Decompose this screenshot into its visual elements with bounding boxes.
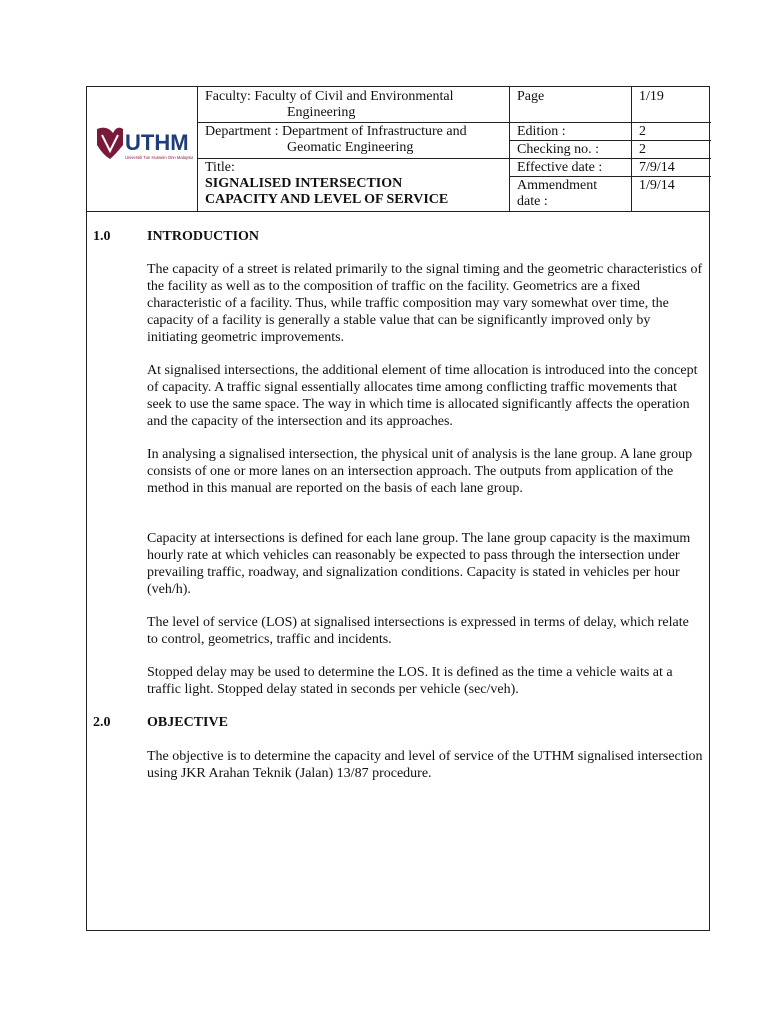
- title-line1: SIGNALISED INTERSECTION: [205, 176, 403, 191]
- amendment-label: [509, 176, 631, 212]
- paragraph: The objective is to determine the capacity and level of service of the UTHM signalised intersection using JKR Arahan Teknik (Jalan) 13/87 procedure.: [147, 749, 703, 781]
- logo-cell: [87, 87, 198, 211]
- uthm-logo: [93, 123, 193, 167]
- amendment-label-line1: Ammendment: [517, 178, 598, 193]
- department-cell: [197, 122, 509, 158]
- logo-tagline: Universiti Tun Hussein Onn Malaysia: [125, 155, 193, 160]
- checking-label: Checking no. :: [517, 142, 600, 157]
- paragraph: In analysing a signalised intersection, the physical unit of analysis is the lane group. A lane group consists of one or more lanes on an intersection approach. The outputs from application of the method in this manual are reported on the basis of each lane group.: [147, 447, 693, 496]
- edition-label: Edition :: [517, 124, 566, 139]
- title-label: Title:: [205, 160, 235, 175]
- paragraph: The level of service (LOS) at signalised intersections is expressed in terms of delay, which relate to control, geometrics, traffic and incidents.: [147, 615, 689, 647]
- faculty-cell: [197, 87, 509, 122]
- faculty-line2: Engineering: [287, 105, 356, 120]
- section-title: OBJECTIVE: [147, 715, 228, 730]
- faculty-line1: Faculty: Faculty of Civil and Environmental: [205, 89, 454, 104]
- amendment-label-line2: date :: [517, 194, 548, 209]
- section-title: INTRODUCTION: [147, 229, 260, 244]
- title-line2: CAPACITY AND LEVEL OF SERVICE: [205, 192, 449, 207]
- title-cell: [197, 158, 509, 211]
- amendment-value: 1/9/14: [639, 178, 675, 193]
- paragraph: The capacity of a street is related primarily to the signal timing and the geometric characteristics of the facility as well as to the composition of traffic on the facility. Geometrics are a fixed characteristic of a facility. Thus, while traffic composition may vary somewhat over time, the capacity of a facility is generally a stable value that can be significantly improved only by initiating geometric improvements.: [147, 262, 703, 345]
- document-header: [87, 87, 709, 212]
- effective-value: 7/9/14: [639, 160, 675, 175]
- section-number: 2.0: [93, 715, 111, 730]
- page-value: 1/19: [639, 89, 664, 104]
- section-number: 1.0: [93, 229, 111, 244]
- page-label: Page: [517, 89, 545, 104]
- department-line2: Geomatic Engineering: [287, 140, 414, 155]
- checking-value: 2: [639, 142, 646, 157]
- paragraph: Stopped delay may be used to determine the LOS. It is defined as the time a vehicle waits at a traffic light. Stopped delay stated in seconds per vehicle (sec/veh).: [147, 665, 673, 697]
- paragraph: At signalised intersections, the additional element of time allocation is introduced into the concept of capacity. A traffic signal essentially allocates time among conflicting traffic movements that seek to use the same space. The way in which time is allocated significantly affects the operation and the capacity of the intersection and its approaches.: [147, 363, 698, 429]
- logo-wordmark: UTHM: [125, 130, 189, 155]
- paragraph: Capacity at intersections is defined for each lane group. The lane group capacity is the maximum hourly rate at which vehicles can reasonably be expected to pass through the intersection under prevailing traffic, roadway, and signalization conditions. Capacity is stated in vehicles per hour (veh/h).: [147, 531, 691, 597]
- department-line1: Department : Department of Infrastructure and: [205, 124, 467, 139]
- effective-label: Effective date :: [517, 160, 603, 175]
- document-page: [86, 86, 710, 931]
- edition-value: 2: [639, 124, 646, 139]
